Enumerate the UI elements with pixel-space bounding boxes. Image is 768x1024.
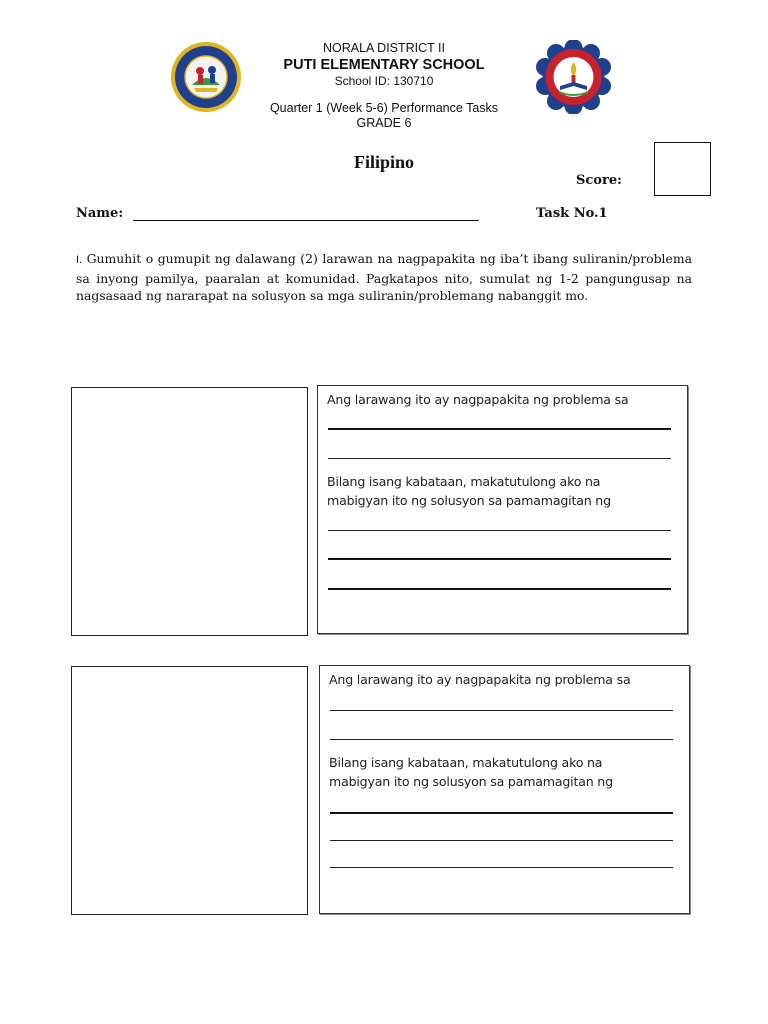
answer-line[interactable] xyxy=(330,812,673,814)
answer-line[interactable] xyxy=(330,840,673,841)
instruction-text: Gumuhit o gumupit ng dalawang (2) larawan na nagpapakita ng iba’t ibang suliranin/problema sa inyong pamilya, paaralan at komunidad. Pagkatapos nito, sumulat ng 1-2 pangungusap na nagsasaad ng nararapat na solusyon sa mga suliranin/problemang nabanggit mo. xyxy=(76,251,692,303)
answer-line[interactable] xyxy=(328,588,671,590)
instructions xyxy=(76,250,692,305)
answer-line[interactable] xyxy=(330,739,673,740)
task-number: Task No.1 xyxy=(536,206,608,221)
name-label: Name: xyxy=(76,206,124,221)
school-name: PUTI ELEMENTARY SCHOOL xyxy=(283,57,485,73)
answer-box-1 xyxy=(317,385,688,634)
answer-box-2 xyxy=(319,665,690,914)
school-id: School ID: 130710 xyxy=(334,74,434,88)
solution-prompt-line-2: mabigyan ito ng solusyon sa pamamagitan ng xyxy=(327,493,611,508)
picture-box-1[interactable] xyxy=(71,387,308,636)
district-name: NORALA DISTRICT II xyxy=(322,41,445,55)
answer-line[interactable] xyxy=(328,558,671,560)
answer-line[interactable] xyxy=(330,867,673,868)
answer-line[interactable] xyxy=(328,458,671,459)
solution-prompt-line-1: Bilang isang kabataan, makatutulong ako na xyxy=(327,474,601,489)
answer-line[interactable] xyxy=(330,710,673,711)
instruction-number: I. xyxy=(76,254,83,266)
subject-title: Filipino xyxy=(353,152,415,172)
name-field[interactable] xyxy=(133,220,479,221)
score-box[interactable] xyxy=(654,142,711,196)
answer-line[interactable] xyxy=(328,428,671,430)
solution-prompt-line-2: mabigyan ito ng solusyon sa pamamagitan ng xyxy=(329,774,613,789)
problem-prompt: Ang larawang ito ay nagpapakita ng problema sa xyxy=(329,672,631,687)
score-label: Score: xyxy=(576,173,622,188)
quarter-title: Quarter 1 (Week 5-6) Performance Tasks xyxy=(269,101,499,115)
problem-prompt: Ang larawang ito ay nagpapakita ng problema sa xyxy=(327,392,629,407)
solution-prompt-line-1: Bilang isang kabataan, makatutulong ako na xyxy=(329,755,603,770)
picture-box-2[interactable] xyxy=(71,666,308,915)
grade-level: GRADE 6 xyxy=(356,116,412,130)
answer-line[interactable] xyxy=(328,530,671,531)
